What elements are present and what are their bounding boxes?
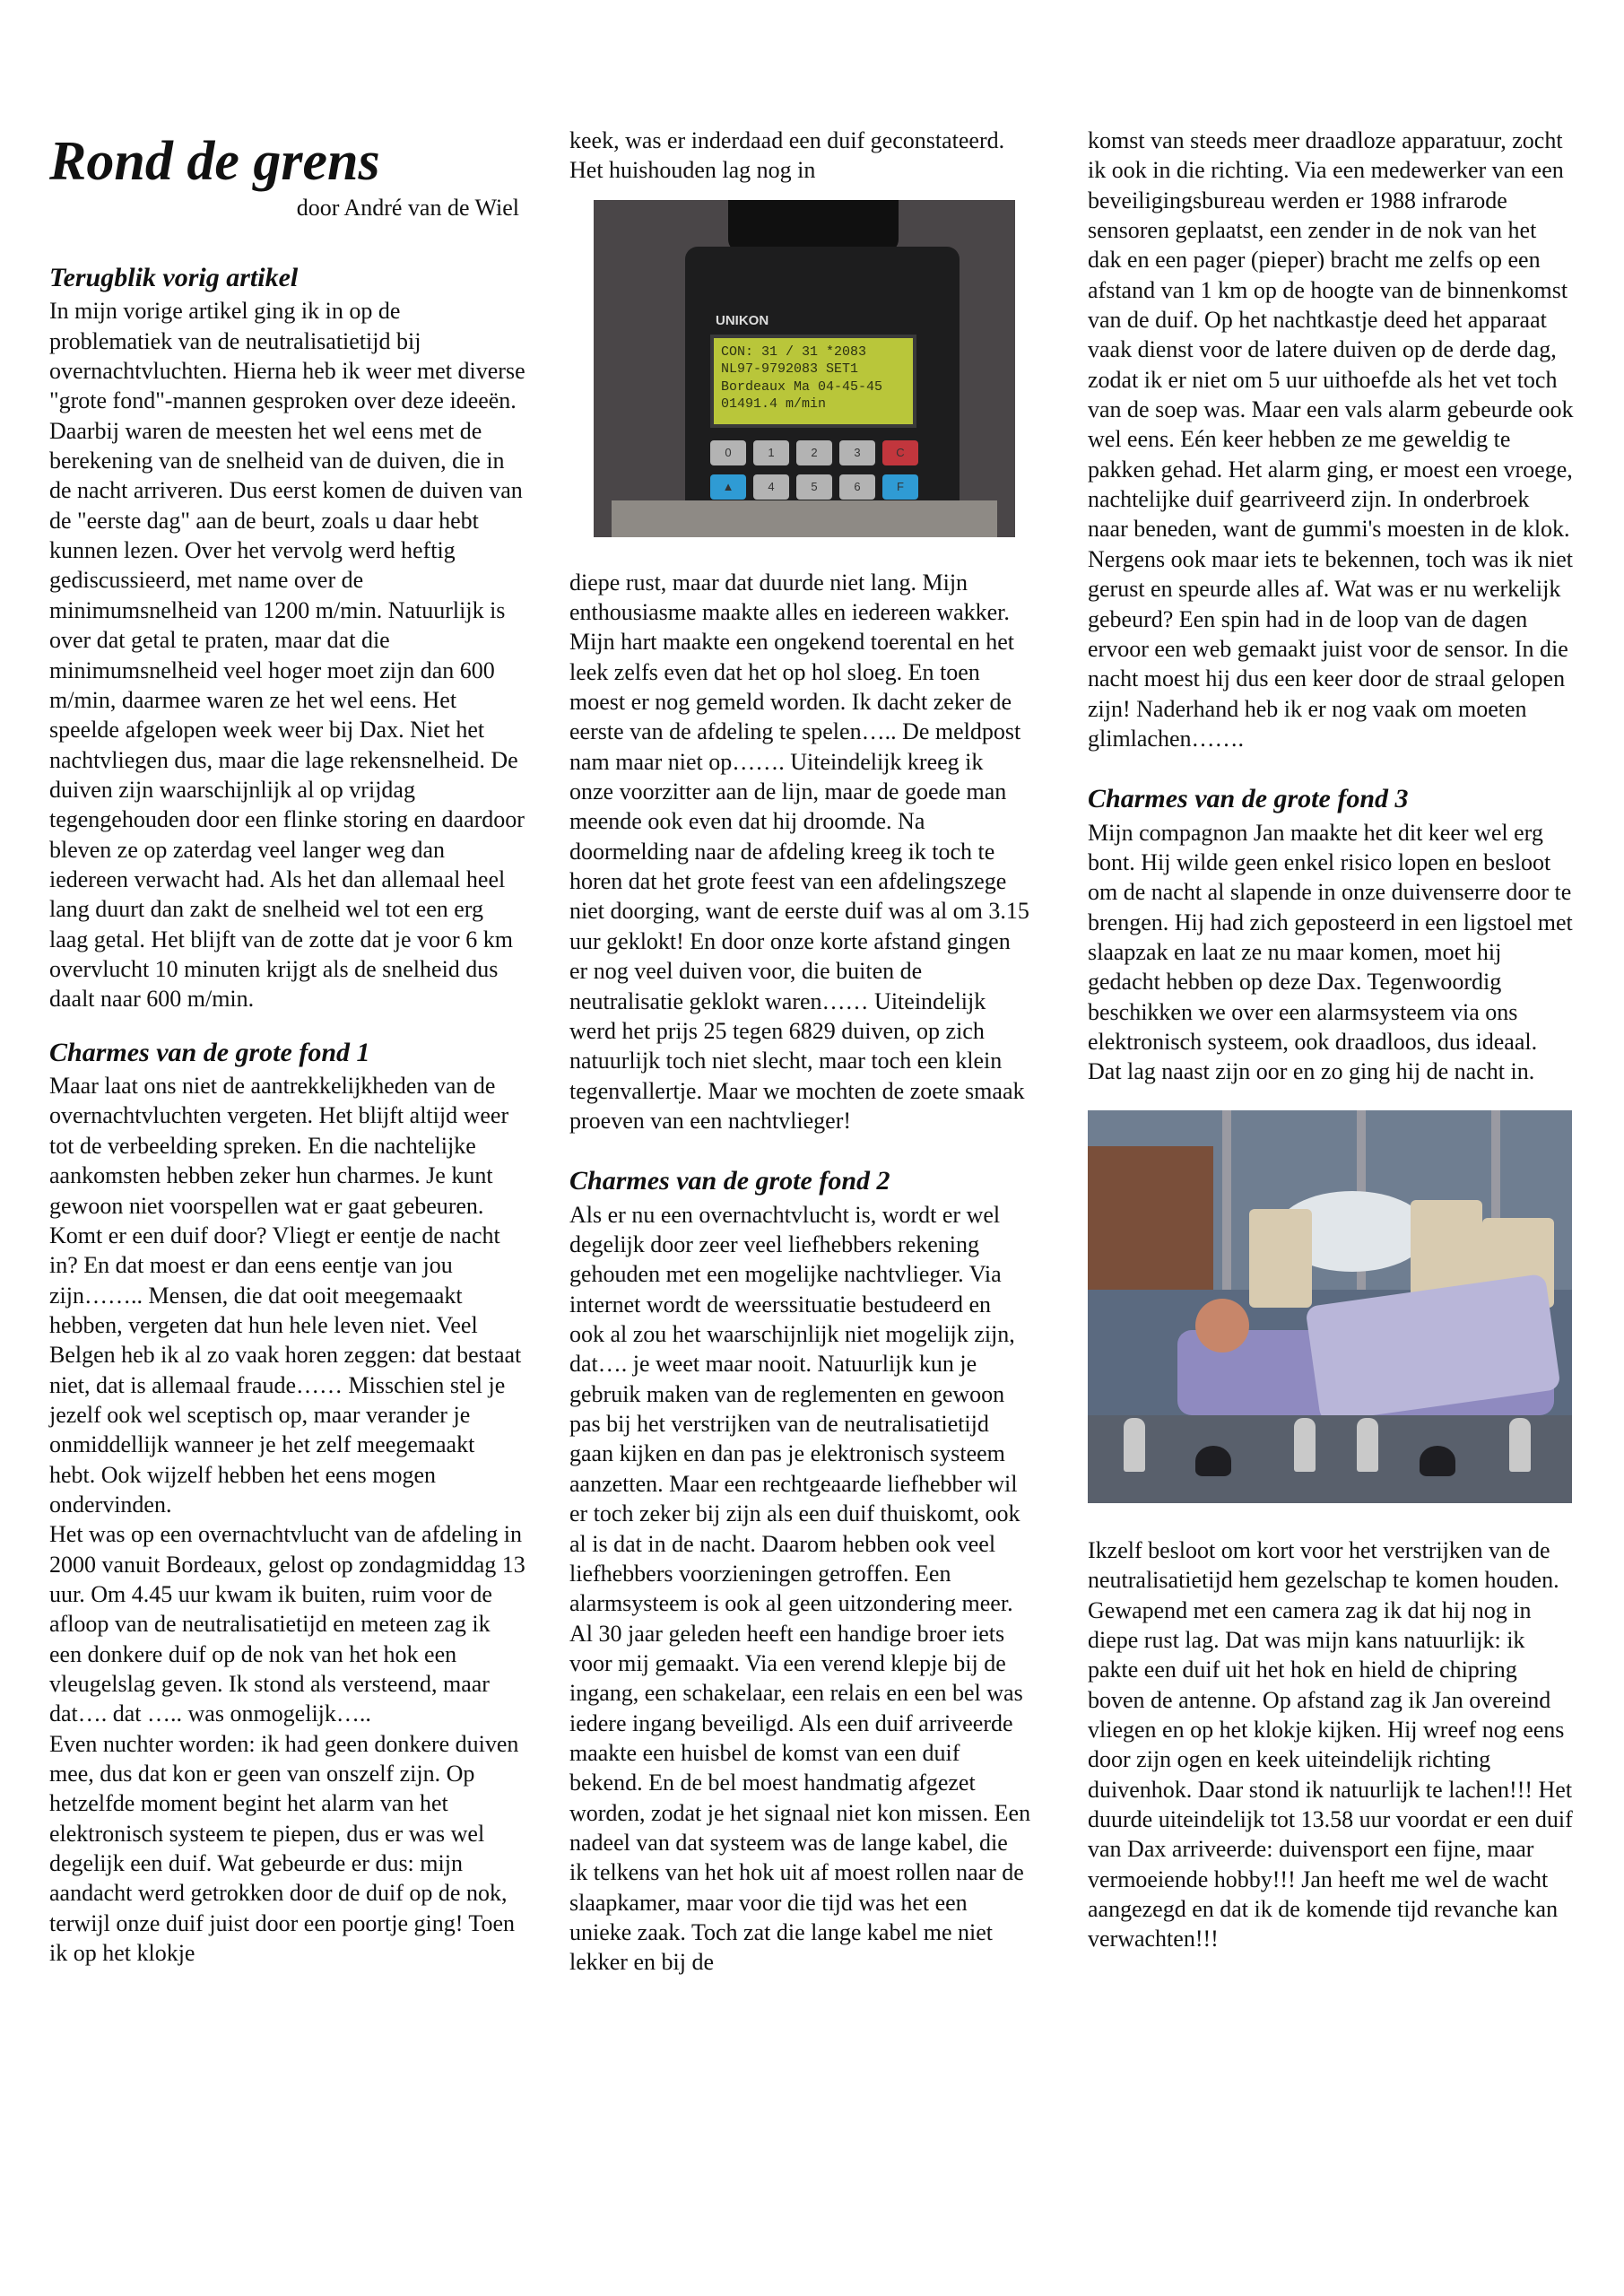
trophy-icon (1124, 1418, 1145, 1472)
continued-paragraph: komst van steeds meer draadloze apparatuur, zocht ik ook in die richting. Via een medewerker van een beveiligingsbureau werden er 1988 infrarode sensoren geplaatst, een zender in de nok van het dak en een pager (pieper) bracht me zelfs op een afstand van 1 km op de hoogte van de binnenkomst van de duif. Op het nachtkastje deed het apparaat vaak dienst voor de latere duiven op de derde dag, zodat ik er niet om 5 uur uithoefde als het vet toch van de soep was. Maar een vals alarm gebeurde ook wel eens. Eén keer hebben ze me geweldig te pakken gehad. Het alarm ging, er moest een vroege, nachtelijke duif gearriveerd zijn. In onderbroek naar beneden, want de gummi's moesten in de klok. Nergens ook maar iets te bekennen, toch was ik niet gerust en speurde alles af. Wat was er nu werkelijk gebeurd? Een spin had in de loop van de dagen ervoor een web gemaakt juist voor de sensor. In die nacht moest hij dus een keer door de straal gelopen zijn! Naderhand heb ik er nog vaak om moeten glimlachen……. (1088, 127, 1574, 752)
clock-key: C (882, 440, 918, 465)
clock-screen-line: CON: 31 / 31 *2083 (721, 344, 867, 360)
clock-top (728, 200, 899, 252)
section-charmes-1 (49, 1038, 526, 1969)
section-paragraph: Mijn compagnon Jan maakte het dit keer wel erg bont. Hij wilde geen enkel risico lopen en besloot om de nacht al slapende in onze duivenserre door te brengen. Hij had zich geposteerd in een ligstoel met slaapzak en laat ze nu maar komen, moet hij gedacht hebben op deze Dax. Tegenwoordig beschikken we over een alarmsysteem via ons elektronisch systeem, ook draadloos, dus ideaal. Dat lag naast zijn oor en zo ging hij de nacht in. (1088, 819, 1573, 1085)
clock-key: 0 (710, 440, 746, 465)
trophy-icon (1357, 1418, 1378, 1472)
garden-chair (1249, 1209, 1312, 1308)
section-charmes-2 (569, 1166, 1031, 1977)
clock-key: 2 (796, 440, 832, 465)
clock-key: 4 (753, 474, 789, 500)
continued-paragraph: keek, was er inderdaad een duif geconstateerd. Het huishouden lag nog in (569, 127, 1005, 184)
clock-key: 5 (796, 474, 832, 500)
section-paragraph: Ikzelf besloot om kort voor het verstrijken van de neutralisatietijd hem gezelschap te komen houden. Gewapend met een camera zag ik dat hij nog in diepe rust lag. Dat was mijn kans natuurlijk: ik pakte een duif uit het hok en hield de chipring boven de antenne. Op afstand zag ik Jan overeind vliegen en op het klokje kijken. Hij wreef nog eens door zijn ogen en keek uiteindelijk richting duivenhok. Daar stond ik natuurlijk te lachen!!! Het duurde uiteindelijk tot 13.58 uur voordat er een duif van Dax arriveerde: duivensport een fijne, maar vermoeiende hobby!!! Jan heeft me wel de wacht aangezegd en dat ik de komende tijd revanche kan verwachten!!! (1088, 1536, 1573, 1952)
pigeon-statue-icon (1420, 1446, 1455, 1476)
section-heading: Charmes van de grote fond 2 (569, 1166, 890, 1196)
clock-brand-label: UNIKON (716, 312, 769, 328)
spacer (569, 1135, 1031, 1166)
clock-base (612, 500, 997, 537)
clock-screen (710, 335, 916, 428)
column-1 (49, 126, 526, 1991)
clock-screen-line: 01491.4 m/min (721, 396, 827, 413)
section-charmes-3 (1088, 784, 1575, 1087)
section-heading: Charmes van de grote fond 3 (1088, 784, 1409, 814)
trophy-icon (1294, 1418, 1316, 1472)
clock-photo (594, 200, 1015, 537)
section-paragraph: Maar laat ons niet de aantrekkelijkheden van de overnachtvluchten vergeten. Het blijft altijd weer tot de verbeelding spreken. En die nachtelijke aankomsten hebben zeker hun charmes. Je kunt gewoon niet voorspellen wat er gaat gebeuren. Komt er een duif door? Vliegt er eentje de nacht in? En dat moest er dan eens eentje van jou zijn…….. Mensen, die dat ooit meegemaakt hebben, vergeten dat hun hele leven niet. Veel Belgen heb ik al zo vaak horen zeggen: dat bestaat niet, dat is allemaal fraude…… Misschien stel je jezelf ook wel sceptisch op, maar verander je onmiddellijk wanneer je het zelf meegemaakt hebt. Ook wijzelf hebben het eens mogen ondervinden. Het was op een overnachtvlucht van de afdeling in 2000 vanuit Bordeaux, gelost op zondagmiddag 13 uur. Om 4.45 uur kwam ik buiten, ruim voor de afloop van de neutralisatietijd en meteen zag ik een donkere duif op de nok van het hok een vleugelslag geven. Ik stond als versteend, maar dat…. dat ….. was onmogelijk….. Even nuchter worden: ik had geen donkere duiven mee, dus dat kon er geen van onszelf zijn. Op hetzelfde moment begint het alarm van het elektronisch systeem te piepen, dus er was wel degelijk een duif. Wat gebeurde er dus: mijn aandacht werd getrokken door de duif op de nok, terwijl onze duif juist door een poortje ging! Toen ik op het klokje (49, 1073, 525, 1967)
section-paragraph: In mijn vorige artikel ging ik in op de problematiek van de neutralisatietijd bij overnachtvluchten. Hierna heb ik weer met diverse "grote fond"-mannen gesproken over deze ideeën. Daarbij waren de meesten het wel eens met de berekening van de snelheid van de duiven, die in de nacht arriveren. Dus eerst komen de duiven van de "eerste dag" aan de beurt, zoals u daar hebt kunnen lezen. Over het vervolg werd heftig gediscussieerd, met name over de minimumsnelheid van 1200 m/min. Natuurlijk is over dat getal te praten, maar dat die minimumsnelheid veel hoger moet zijn dan 600 m/min, daarmee waren ze het wel eens. Het speelde afgelopen week weer bij Dax. Niet het nachtvliegen dus, maar die lage rekensnelheid. De duiven zijn waarschijnlijk al op vrijdag tegengehouden door een flinke storing en daardoor bleven ze op zaterdag veel langer weg dan iedereen verwacht had. Als het dan allemaal heel lang duurt dan zakt de snelheid wel tot een erg laag getal. Het blijft van de zotte dat je voor 6 km overvlucht 10 minuten krijgt als de snelheid dus daalt naar 600 m/min. (49, 298, 525, 1013)
pigeon-statue-icon (1195, 1446, 1231, 1476)
loft-photo (1088, 1110, 1572, 1503)
clock-screen-line: NL97-9792083 SET1 (721, 361, 859, 378)
section-heading: Terugblik vorig artikel (49, 262, 299, 292)
trophy-icon (1509, 1418, 1531, 1472)
continued-paragraph: diepe rust, maar dat duurde niet lang. Mijn enthousiasme maakte alles en iedereen wakker. Mijn hart maakte een ongekend toerental en het leek zelfs even dat het op hol sloeg. En toen moest er nog gemeld worden. Ik dacht zeker de eerste van de afdeling te spelen….. De meldpost nam maar niet op……. Uiteindelijk kreeg ik onze voorzitter aan de lijn, maar de goede man meende ook even dat hij droomde. Na doormelding naar de afdeling kreeg ik toch te horen dat het grote feest van een afdelingszege niet doorging, want de eerste duif was al om 3.15 uur geklokt! En door onze korte afstand gingen er nog veel duiven voor, die buiten de neutralisatie geklokt waren…… Uiteindelijk werd het prijs 25 tegen 6829 duiven, op zich natuurlijk toch niet slecht, maar toch een klein tegenvallertje. Maar we mochten de zoete smaak proeven van een nachtvlieger! (569, 569, 1029, 1134)
section-paragraph: Als er nu een overnachtvlucht is, wordt er wel degelijk door zeer veel liefhebbers rekening gehouden met een mogelijke nachtvlieger. Via internet wordt de weerssituatie bestudeerd en ook al zou het waarschijnlijk niet mogelijk zijn, dat…. je weet maar nooit. Natuurlijk kun je gebruik maken van de reglementen en gewoon pas bij het verstrijken van de neutralisatietijd gaan kijken en dan pas je elektronisch systeem aanzetten. Maar een rechtgeaarde liefhebber wil er toch zeker bij zijn als een duif thuiskomt, ook al is dat in de nacht. Daarom hebben ook veel liefhebbers voorzieningen getroffen. Een alarmsysteem is ook al geen uitzondering meer. Al 30 jaar geleden heeft een handige broer iets voor mij gemaakt. Via een verend klepje bij de ingang, een schakelaar, een relais en een bel was iedere ingang beveiligd. Als een duif arriveerde maakte een huisbel de komst van een duif bekend. En de bel moest handmatig afgezet worden, zodat je het signaal niet kon missen. Een nadeel van dat systeem was de lange kabel, die ik telkens van het hok uit af moest rollen naar de slaapkamer, maar voor die tijd was het een unieke zaak. Toch zat die lange kabel me niet lekker en bij de (569, 1201, 1031, 1976)
clock-key: F (882, 474, 918, 500)
brick-wall (1088, 1146, 1213, 1299)
window-frame (1222, 1110, 1231, 1294)
trophy-shelf (1088, 1415, 1572, 1503)
sleeping-person (1195, 1299, 1249, 1352)
clock-key: 3 (839, 440, 875, 465)
column-2 (569, 126, 1031, 2001)
article-title: Rond de grens (49, 131, 380, 192)
clock-key: 1 (753, 440, 789, 465)
column-3 (1088, 126, 1575, 1954)
section-heading: Charmes van de grote fond 1 (49, 1037, 370, 1067)
spacer (1088, 753, 1575, 784)
clock-screen-line: Bordeaux Ma 04-45-45 (721, 378, 883, 395)
clock-key: 6 (839, 474, 875, 500)
article-byline: door André van de Wiel (296, 195, 519, 222)
clock-key: ▲ (710, 474, 746, 500)
section-terugblik (49, 263, 526, 1014)
